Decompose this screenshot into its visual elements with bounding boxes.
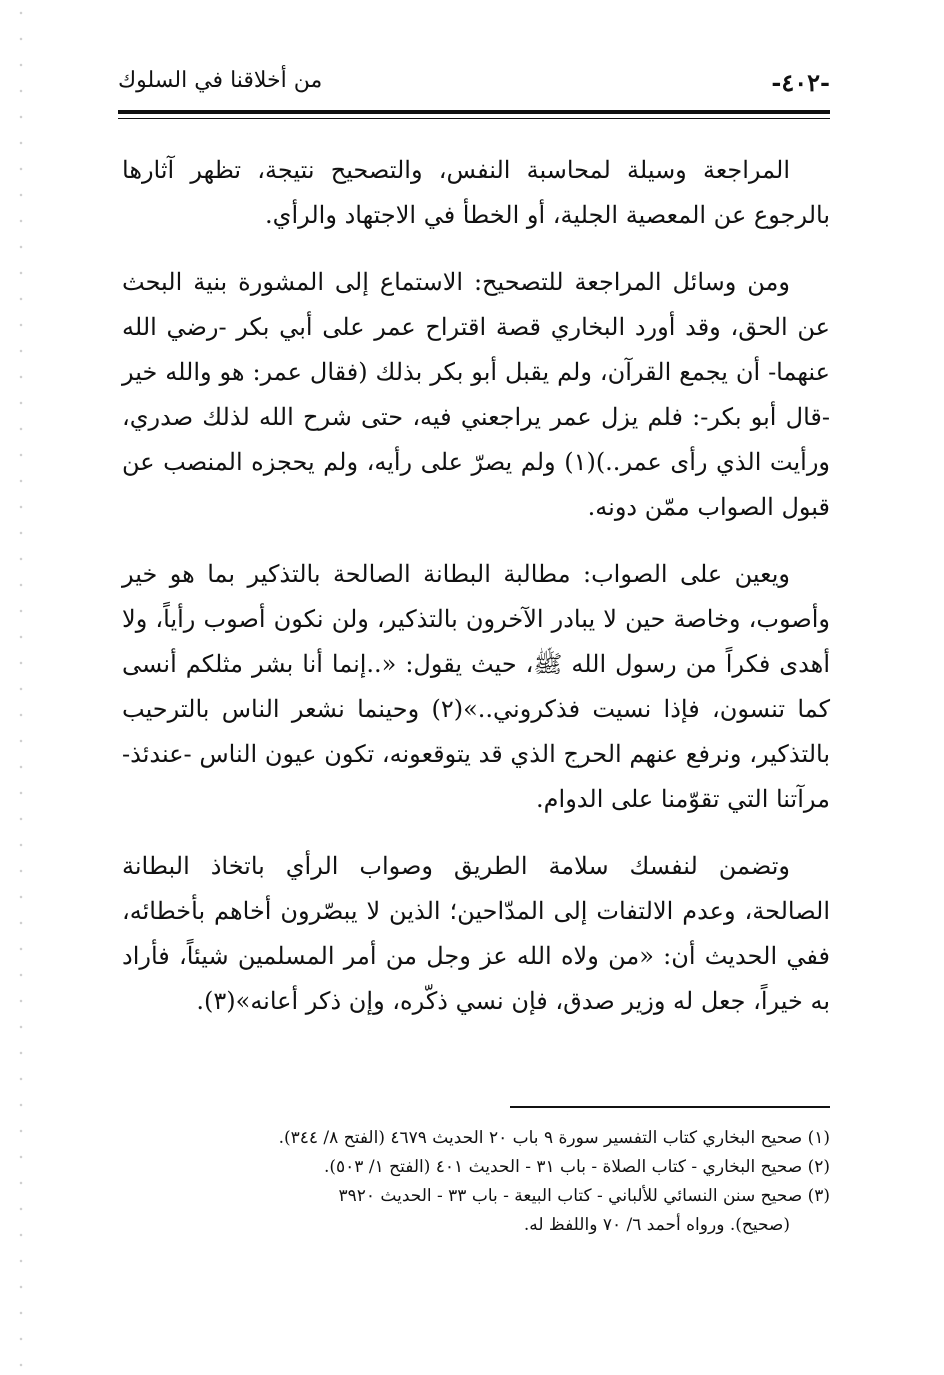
header-rule-thick	[118, 110, 830, 114]
scan-artifact-dots	[18, 0, 24, 1375]
page-header	[118, 62, 830, 106]
body-text	[122, 148, 830, 1046]
footnote: (١) صحيح البخاري كتاب التفسير سورة ٩ باب ٢٠ الحديث ٤٦٧٩ (الفتح ٨/ ٣٤٤).	[278, 1128, 830, 1148]
running-title: من أخلاقنا في السلوك	[118, 68, 323, 93]
footnote-separator	[510, 1106, 830, 1108]
footnotes	[122, 1124, 830, 1240]
paragraph: ومن وسائل المراجعة للتصحيح: الاستماع إلى المشورة بنية البحث عن الحق، وقد أورد البخاري قصة اقتراح عمر على أبي بكر -رضي الله عنهما- أن يجمع القرآن، ولم يقبل أبو بكر بذلك (فقال عمر: هو والله خير -قال أبو بكر-: فلم يزل عمر يراجعني فيه، حتى شرح الله لذلك صدري، ورأيت الذي رأى عمر..)(١) ولم يصرّ على رأيه، ولم يحجزه المنصب عن قبول الصواب ممّن دونه.	[122, 268, 831, 521]
footnote: (٢) صحيح البخاري - كتاب الصلاة - باب ٣١ - الحديث ٤٠١ (الفتح ١/ ٥٠٣).	[323, 1157, 830, 1177]
paragraph: وتضمن لنفسك سلامة الطريق وصواب الرأي باتخاذ البطانة الصالحة، وعدم الالتفات إلى المدّاحين؛ الذين لا يبصّرون أخاهم بأخطائه، ففي الحديث أن: «من ولاه الله عز وجل من أمر المسلمين شيئاً، فأراد به خيراً، جعل له وزير صدق، فإن نسي ذكّره، وإن ذكر أعانه»(٣).	[122, 852, 830, 1015]
page-number: -٤٠٢-	[771, 68, 830, 97]
footnote-continuation: (صحيح). ورواه أحمد ٦/ ٧٠ واللفظ له.	[523, 1215, 790, 1235]
paragraph: ويعين على الصواب: مطالبة البطانة الصالحة بالتذكير بما هو خير وأصوب، وخاصة حين لا يبادر الآخرون بالتذكير، ولن نكون أصوب رأياً، ولا أهدى فكراً من رسول الله ﷺ، حيث يقول: «..إنما أنا بشر مثلكم أنسى كما تنسون، فإذا نسيت فذكروني..»(٢) وحينما نشعر الناس بالترحيب بالتذكير، ونرفع عنهم الحرج الذي قد يتوقعونه، تكون عيون الناس -عندئذ- مرآتنا التي تقوّمنا على الدوام.	[122, 560, 830, 813]
paragraph: المراجعة وسيلة لمحاسبة النفس، والتصحيح نتيجة، تظهر آثارها بالرجوع عن المعصية الجلية، أو الخطأ في الاجتهاد والرأي.	[122, 156, 830, 229]
header-rule-thin	[118, 118, 830, 119]
footnote: (٣) صحيح سنن النسائي للألباني - كتاب البيعة - باب ٣٣ - الحديث ٣٩٢٠	[338, 1186, 830, 1206]
